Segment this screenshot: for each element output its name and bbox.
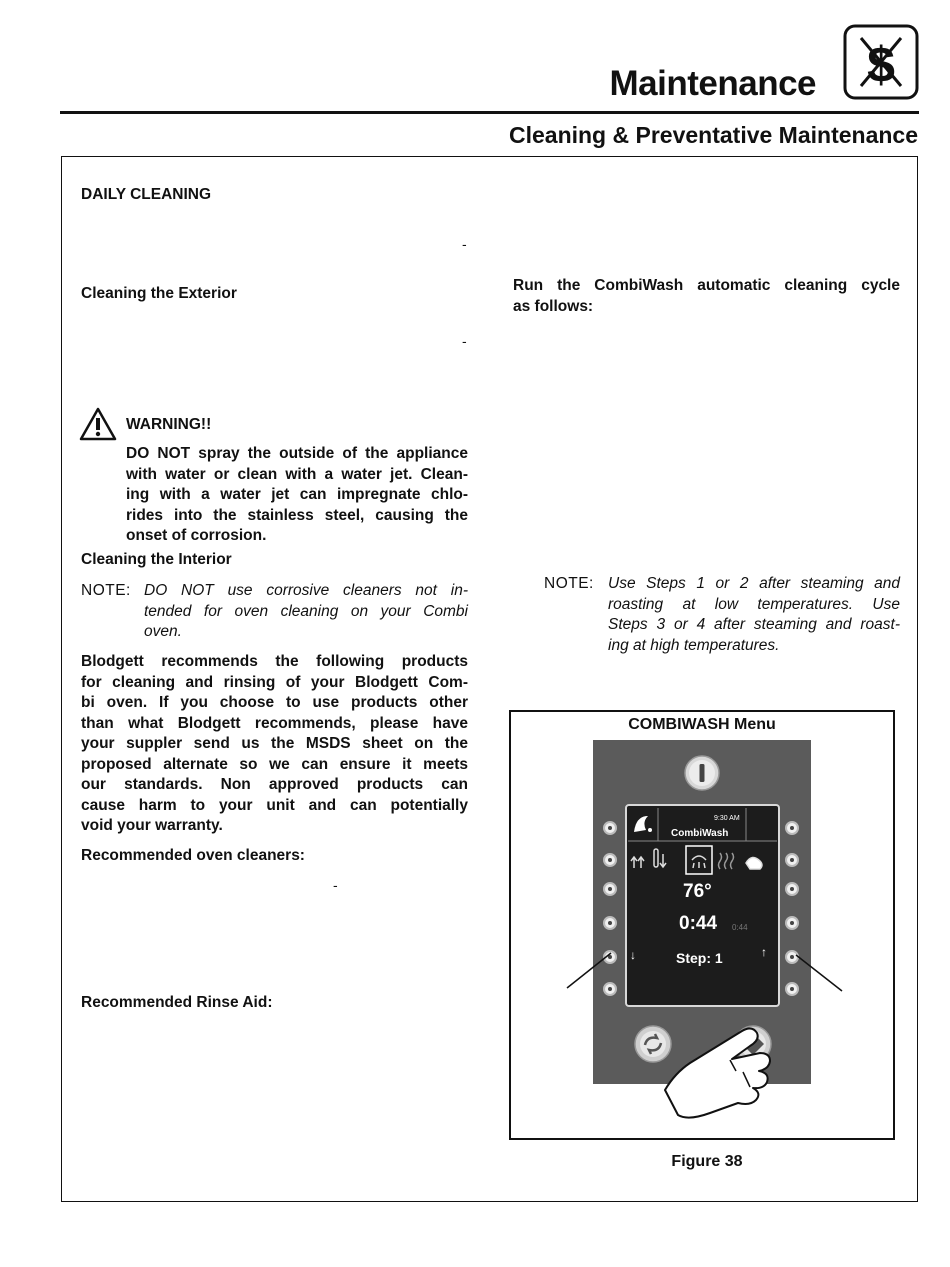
paragraph-line: Blodgett recommends the following products	[81, 653, 468, 670]
screen-header-graphics	[628, 808, 777, 878]
screen-timer: 0:44	[679, 913, 718, 934]
down-arrow-icon: ↓	[630, 948, 636, 962]
note-line: Use Steps 1 or 2 after steaming and	[608, 575, 900, 592]
note-body	[144, 581, 468, 643]
combiwash-intro	[513, 276, 900, 317]
note-body	[608, 574, 900, 656]
note-line: DO NOT use corrosive cleaners not in-	[144, 582, 468, 599]
callout-line-left	[567, 953, 611, 988]
warning-line: onset of corrosion.	[126, 527, 267, 544]
paragraph-line: your suppler send us the MSDS sheet on the	[81, 735, 468, 752]
paragraph-line: void your warranty.	[81, 817, 223, 834]
intro-line: Run the CombiWash automatic cleaning cycle	[513, 277, 900, 294]
warning-text	[126, 444, 468, 547]
screen-step: Step: 1	[676, 950, 723, 966]
paragraph-line: our standards. Non approved products can	[81, 776, 468, 793]
note-line: ing at high temperatures.	[608, 636, 780, 654]
warning-line: rides into the stainless steel, causing the	[126, 506, 468, 524]
warning-triangle-icon	[79, 407, 117, 441]
screen-timer-small: 0:44	[732, 923, 748, 932]
side-button-left-4[interactable]	[603, 916, 617, 930]
stray-dash: -	[462, 236, 467, 252]
paragraph-line: bi oven. If you choose to use products other	[81, 694, 468, 711]
up-arrow-icon: ↑	[761, 945, 767, 959]
screen-temperature: 76°	[683, 881, 712, 902]
maintenance-tool-icon	[843, 24, 919, 100]
exterior-heading: Cleaning the Exterior	[81, 285, 237, 302]
recommend-paragraph	[81, 652, 468, 837]
page-subtitle: Cleaning & Preventative Maintenance	[508, 122, 918, 148]
screen-program-name: CombiWash	[671, 828, 729, 839]
side-button-left-1[interactable]	[603, 821, 617, 835]
paragraph-line: proposed alternate so we can ensure it meets	[81, 755, 468, 773]
oven-cleaners-heading: Recommended oven cleaners:	[81, 847, 305, 864]
power-button[interactable]	[684, 755, 720, 791]
interior-note	[81, 581, 468, 643]
paragraph-line: for cleaning and rinsing of your Blodgett Com-	[81, 673, 468, 691]
steps-note	[544, 574, 900, 658]
warning-title: WARNING!!	[126, 416, 212, 433]
figure-title: COMBIWASH Menu	[628, 716, 776, 733]
note-line: oven.	[144, 623, 182, 640]
pointing-hand-icon	[665, 1028, 770, 1117]
side-button-right-3[interactable]	[785, 882, 799, 896]
rinse-aid-heading: Recommended Rinse Aid:	[81, 994, 273, 1011]
note-label: NOTE:	[544, 575, 594, 592]
note-line: tended for oven cleaning on your Combi	[144, 602, 468, 620]
note-line: roasting at low temperatures. Use	[608, 595, 900, 613]
note-line: Steps 3 or 4 after steaming and roast-	[608, 616, 900, 633]
callout-line-right	[796, 955, 842, 991]
daily-cleaning-heading: DAILY CLEANING	[81, 186, 212, 203]
interior-heading: Cleaning the Interior	[81, 551, 232, 568]
side-button-left-3[interactable]	[603, 882, 617, 896]
side-button-right-1[interactable]	[785, 821, 799, 835]
warning-line: DO NOT spray the outside of the appliance	[126, 445, 468, 462]
note-label: NOTE:	[81, 582, 131, 599]
warning-line: with water or clean with a water jet. Clean-	[126, 465, 468, 483]
figure-overlay	[560, 945, 850, 1125]
side-button-left-2[interactable]	[603, 853, 617, 867]
figure-caption: Figure 38	[671, 1153, 743, 1170]
svg-text:$: $	[867, 37, 895, 93]
intro-line: as follows:	[513, 297, 594, 315]
screen-clock: 9:30 AM	[714, 815, 740, 822]
side-button-right-4[interactable]	[785, 916, 799, 930]
paragraph-line: than what Blodgett recommends, please have	[81, 714, 468, 732]
stray-dash: -	[462, 333, 467, 349]
page-title: Maintenance	[609, 64, 816, 103]
header-rule	[60, 111, 919, 114]
paragraph-line: cause harm to your unit and can potentially	[81, 796, 468, 814]
stray-dash: -	[333, 877, 338, 893]
side-button-right-2[interactable]	[785, 853, 799, 867]
warning-line: ing with a water jet can impregnate chlo-	[126, 486, 468, 503]
